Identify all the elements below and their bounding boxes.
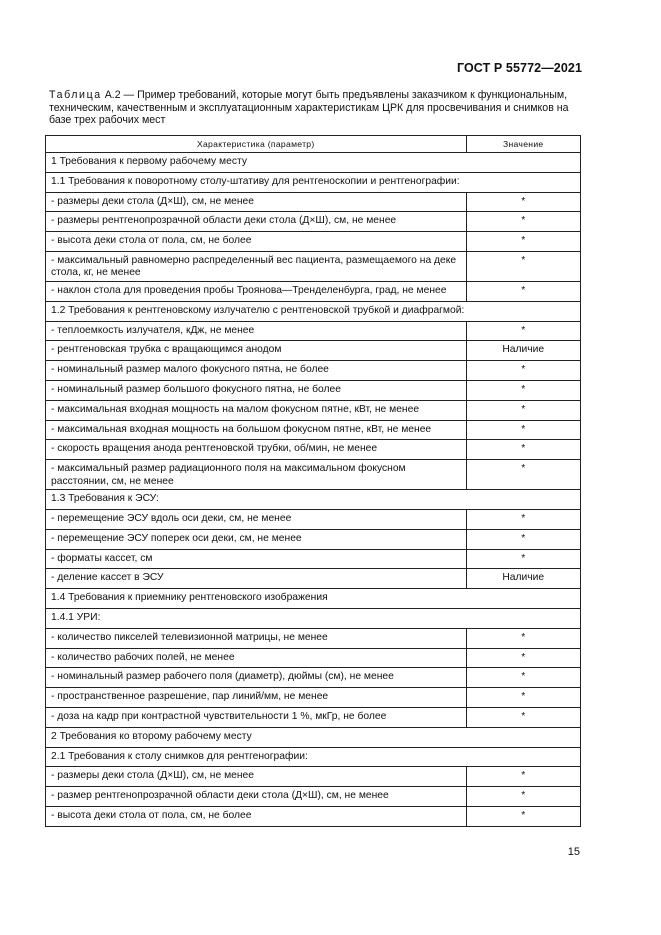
characteristic-cell: - деление кассет в ЭСУ xyxy=(46,569,467,589)
characteristic-cell: - наклон стола для проведения пробы Троянова—Тренделенбурга, град, не менее xyxy=(46,281,467,301)
table-header-row xyxy=(46,136,581,153)
section-heading-cell: 1.4.1 УРИ: xyxy=(46,608,581,628)
value-cell: * xyxy=(466,529,581,549)
table-row xyxy=(46,668,581,688)
value-cell: * xyxy=(466,668,581,688)
characteristic-cell: - размеры деки стола (Д×Ш), см, не менее xyxy=(46,192,467,212)
table-row xyxy=(46,589,581,609)
value-cell: Наличие xyxy=(466,341,581,361)
table-row xyxy=(46,460,581,490)
characteristic-cell: - количество пикселей телевизионной матрицы, не менее xyxy=(46,628,467,648)
characteristic-cell: - скорость вращения анода рентгеновской трубки, об/мин, не менее xyxy=(46,440,467,460)
table-row xyxy=(46,301,581,321)
characteristic-cell: - номинальный размер малого фокусного пятна, не более xyxy=(46,361,467,381)
characteristic-cell: - доза на кадр при контрастной чувствительности 1 %, мкГр, не более xyxy=(46,707,467,727)
characteristic-cell: - рентгеновская трубка с вращающимся анодом xyxy=(46,341,467,361)
section-heading-cell: 2.1 Требования к столу снимков для рентгенографии: xyxy=(46,747,581,767)
value-cell: * xyxy=(466,212,581,232)
value-cell: * xyxy=(466,628,581,648)
table-row xyxy=(46,251,581,281)
characteristic-cell: - размер рентгенопрозрачной области деки стола (Д×Ш), см, не менее xyxy=(46,787,467,807)
characteristic-cell: - теплоемкость излучателя, кДж, не менее xyxy=(46,321,467,341)
section-heading-cell: 2 Требования ко второму рабочему месту xyxy=(46,727,581,747)
table-row xyxy=(46,806,581,826)
value-cell: * xyxy=(466,440,581,460)
header-value: Значение xyxy=(466,136,581,153)
value-cell: Наличие xyxy=(466,569,581,589)
value-cell: * xyxy=(466,361,581,381)
value-cell: * xyxy=(466,281,581,301)
characteristic-cell: - размеры рентгенопрозрачной области деки стола (Д×Ш), см, не менее xyxy=(46,212,467,232)
table-row xyxy=(46,321,581,341)
table-caption-text: А.2 — Пример требований, которые могут быть предъявлены заказчиком к функциональным, техническим, качественным и эксплуатационным характеристикам ЦРК для просвечивания и снимков на базе трех рабочих мест xyxy=(49,89,569,127)
value-cell: * xyxy=(466,688,581,708)
characteristic-cell: - высота деки стола от пола, см, не более xyxy=(46,806,467,826)
value-cell: * xyxy=(466,321,581,341)
table-row xyxy=(46,440,581,460)
header-characteristic: Характеристика (параметр) xyxy=(46,136,467,153)
characteristic-cell: - пространственное разрешение, пар линий/мм, не менее xyxy=(46,688,467,708)
table-row xyxy=(46,549,581,569)
characteristic-cell: - номинальный размер большого фокусного пятна, не более xyxy=(46,380,467,400)
section-heading-cell: 1.4 Требования к приемнику рентгеновского изображения xyxy=(46,589,581,609)
table-row xyxy=(46,767,581,787)
value-cell: * xyxy=(466,420,581,440)
table-row xyxy=(46,212,581,232)
value-cell: * xyxy=(466,806,581,826)
table-row xyxy=(46,341,581,361)
table-caption xyxy=(49,89,589,127)
characteristic-cell: - размеры деки стола (Д×Ш), см, не менее xyxy=(46,767,467,787)
table-row xyxy=(46,569,581,589)
table-row xyxy=(46,648,581,668)
table-row xyxy=(46,688,581,708)
characteristic-cell: - максимальный размер радиационного поля на максимальном фокусном расстоянии, см, не менее xyxy=(46,460,467,490)
value-cell: * xyxy=(466,380,581,400)
table-row xyxy=(46,529,581,549)
characteristic-cell: - количество рабочих полей, не менее xyxy=(46,648,467,668)
value-cell: * xyxy=(466,400,581,420)
characteristic-cell: - номинальный размер рабочего поля (диаметр), дюймы (см), не менее xyxy=(46,668,467,688)
value-cell: * xyxy=(466,460,581,490)
section-heading-cell: 1.3 Требования к ЭСУ: xyxy=(46,490,581,510)
value-cell: * xyxy=(466,787,581,807)
table-row xyxy=(46,380,581,400)
table-caption-label: Таблица xyxy=(49,89,102,101)
table-row xyxy=(46,509,581,529)
value-cell: * xyxy=(466,767,581,787)
requirements-table xyxy=(45,135,581,827)
characteristic-cell: - максимальная входная мощность на большом фокусном пятне, кВт, не менее xyxy=(46,420,467,440)
value-cell: * xyxy=(466,648,581,668)
table-row xyxy=(46,628,581,648)
characteristic-cell: - форматы кассет, см xyxy=(46,549,467,569)
table-row xyxy=(46,420,581,440)
page-number: 15 xyxy=(567,846,580,858)
table-row xyxy=(46,747,581,767)
characteristic-cell: - максимальный равномерно распределенный вес пациента, размещаемого на деке стола, кг, не менее xyxy=(46,251,467,281)
table-row xyxy=(46,192,581,212)
value-cell: * xyxy=(466,549,581,569)
table-row xyxy=(46,361,581,381)
table-row xyxy=(46,232,581,252)
table-row xyxy=(46,153,581,173)
section-heading-cell: 1.1 Требования к поворотному столу-штативу для рентгеноскопии и рентгенографии: xyxy=(46,172,581,192)
table-row xyxy=(46,787,581,807)
standard-designation: ГОСТ Р 55772—2021 xyxy=(456,61,582,75)
value-cell: * xyxy=(466,251,581,281)
table-row xyxy=(46,400,581,420)
table-body xyxy=(46,153,581,827)
table-row xyxy=(46,281,581,301)
table-row xyxy=(46,727,581,747)
section-heading-cell: 1.2 Требования к рентгеновскому излучателю с рентгеновской трубкой и диафрагмой: xyxy=(46,301,581,321)
section-heading-cell: 1 Требования к первому рабочему месту xyxy=(46,153,581,173)
value-cell: * xyxy=(466,509,581,529)
characteristic-cell: - максимальная входная мощность на малом фокусном пятне, кВт, не менее xyxy=(46,400,467,420)
table-row xyxy=(46,172,581,192)
value-cell: * xyxy=(466,232,581,252)
table-row xyxy=(46,608,581,628)
characteristic-cell: - высота деки стола от пола, см, не более xyxy=(46,232,467,252)
table-row xyxy=(46,490,581,510)
characteristic-cell: - перемещение ЭСУ вдоль оси деки, см, не менее xyxy=(46,509,467,529)
value-cell: * xyxy=(466,192,581,212)
characteristic-cell: - перемещение ЭСУ поперек оси деки, см, не менее xyxy=(46,529,467,549)
table-row xyxy=(46,707,581,727)
value-cell: * xyxy=(466,707,581,727)
